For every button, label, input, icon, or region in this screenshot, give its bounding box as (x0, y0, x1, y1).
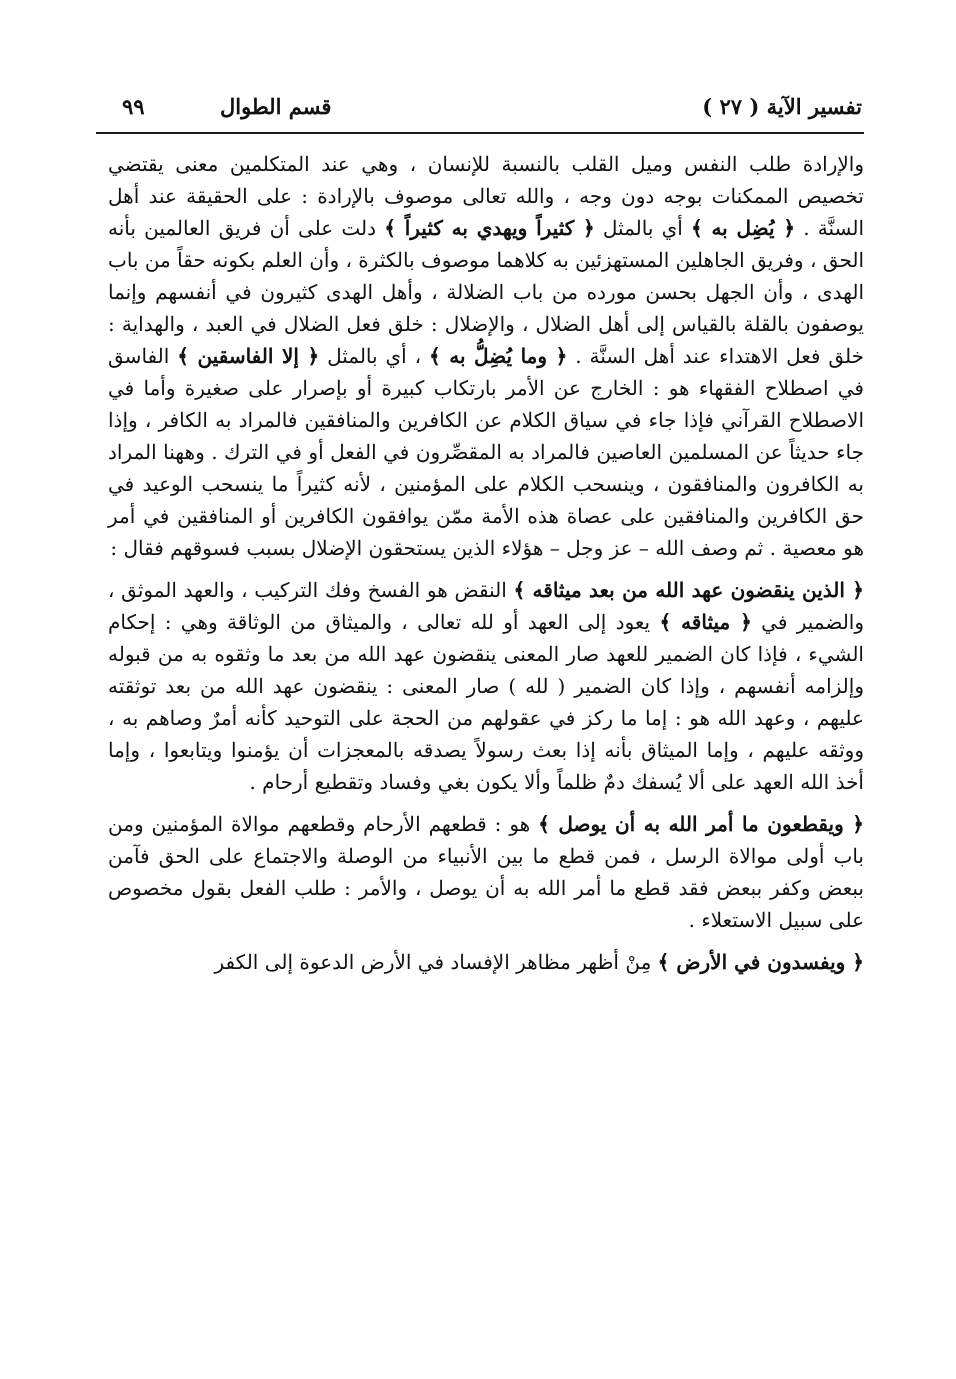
quran-quote: ﴿ وما يُضِلُّ به ﴾ (428, 344, 568, 368)
quran-quote: ﴿ كثيراً ويهدي به كثيراً ﴾ (384, 216, 595, 240)
body-text (108, 148, 864, 978)
commentary-text: هو : قطعهم الأرحام وقطعهم موالاة المؤمنين ومن باب أولى موالاة الرسل ، فمن قطع ما بين الأنبياء من الوصلة والاجتماع على الحق فآمن ببعض وكفر ببعض فقد قطع ما أمر الله به أن يوصل ، والأمر : طلب الفعل بقول مخصوص على سبيل الاستعلاء . (108, 812, 864, 932)
commentary-text: الفاسق في اصطلاح الفقهاء هو : الخارج عن الأمر بارتكاب كبيرة أو بإصرار على صغيرة وأما في الاصطلاح القرآني فإذا جاء في سياق الكلام عن الكافرين والمنافقين فالمراد به الكافر ، وإذا جاء حديثاً عن المسلمين العاصين فالمراد به المقصِّرون في الفعل أو في الترك . وههنا المراد به الكافرون والمنافقون ، وينسحب الكلام على المؤمنين ، لأنه كثيراً ما ينسحب الوعيد في حق الكافرين والمنافقين على عصاة هذه الأمة ممّن يوافقون الكافرين أو المنافقين في أمر هو معصية . ثم وصف الله – عز وجل – هؤلاء الذين يستحقون الإضلال بسبب فسوقهم فقال : (108, 344, 865, 560)
commentary-text: ، أي بالمثل (319, 344, 429, 368)
page-number: ٩٩ (122, 94, 145, 119)
page-header (96, 92, 862, 128)
quran-quote: ﴿ ويقطعون ما أمر الله به أن يوصل ﴾ (538, 812, 864, 836)
paragraph (108, 808, 864, 936)
quran-quote: ﴿ ميثاقه ﴾ (659, 610, 752, 634)
commentary-text: مِنْ أظهر مظاهر الإفساد في الأرض الدعوة إلى الكفر (214, 950, 658, 974)
quran-quote: ﴿ الذين ينقضون عهد الله من بعد ميثاقه ﴾ (513, 578, 864, 602)
commentary-text: والإرادة طلب النفس وميل القلب بالنسبة للإنسان ، وهي عند المتكلمين معنى يقتضي تخصيص الممكنات بوجه دون وجه ، والله تعالى موصوف بالإرادة : على الحقيقة عند أهل السنَّة . (108, 152, 865, 240)
commentary-text: أي بالمثل (594, 216, 691, 240)
paragraph (108, 148, 864, 564)
running-title: تفسير الآية ( ٢٧ ) (702, 94, 862, 119)
paragraph (108, 946, 864, 978)
quran-quote: ﴿ ويفسدون في الأرض ﴾ (657, 950, 864, 974)
quran-quote: ﴿ إلا الفاسقين ﴾ (177, 344, 320, 368)
paragraph (108, 574, 864, 798)
section-title: قسم الطوال (220, 94, 332, 119)
commentary-text: يعود إلى العهد أو لله تعالى ، والميثاق من الوثاقة وهي : إحكام الشيء ، فإذا كان الضمير للعهد صار المعنى ينقضون عهد الله من بعد ما وثقوه به من قبوله وإلزامه أنفسهم ، وإذا كان الضمير ( لله ) صار المعنى : ينقضون عهد الله من بعد توثقته عليهم ، وعهد الله هو : إما ما ركز في عقولهم من الحجة على التوحيد كأنه أمرٌ وصاهم به ، ووثقه عليهم ، وإما الميثاق بأنه إذا بعث رسولاً يصدقه بالمعجزات أن يؤمنوا ويتابعوا ، وإما أخذ الله العهد على ألا يُسفك دمٌ ظلماً وألا يكون بغي وفساد وتقطيع أرحام . (108, 610, 864, 794)
commentary-text: دلت على أن فريق العالمين بأنه الحق ، وفريق الجاهلين المستهزئين به كلاهما موصوف بالكثرة ، وأن العلم بكونه حقاً من باب الهدى ، وأن الجهل بحسن مورده من باب الضلالة ، وأهل الهدى كثيرون في أنفسهم وإنما يوصفون بالقلة بالقياس إلى أهل الضلال ، والإضلال : خلق فعل الضلال في العبد ، والهداية : خلق فعل الاهتداء عند أهل السنَّة . (107, 216, 865, 368)
commentary-text: النقض هو الفسخ وفك التركيب ، والعهد الموثق ، والضمير في (108, 578, 865, 634)
header-divider (96, 132, 864, 134)
quran-quote: ﴿ يُضِل به ﴾ (690, 216, 796, 240)
